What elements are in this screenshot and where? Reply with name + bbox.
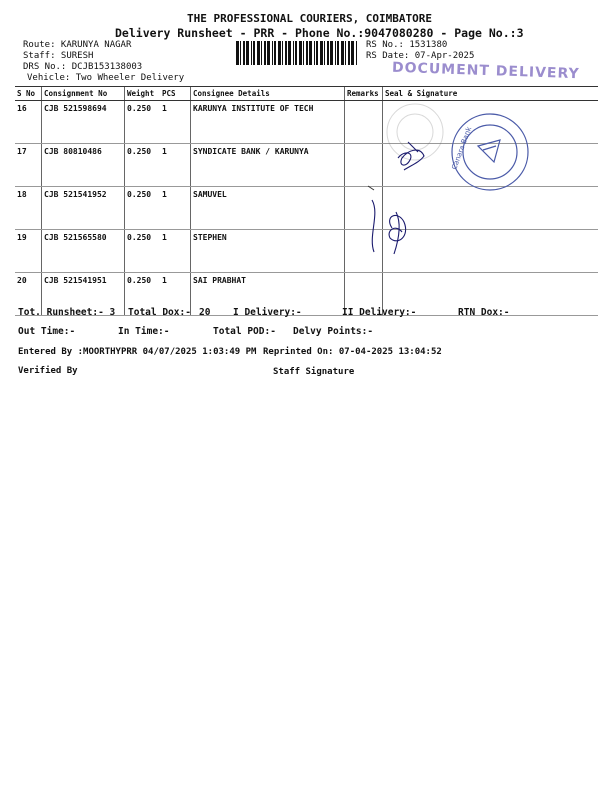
cell-consignee: SYNDICATE BANK / KARUNYA [191, 144, 345, 187]
barcode-bar [293, 41, 294, 65]
rs-date-label: RS Date: 07-Apr-2025 [366, 51, 475, 61]
total-pod: Total POD:- [213, 326, 276, 337]
cell-seal [383, 187, 599, 230]
barcode-bar [341, 41, 344, 65]
document-delivery-stamp: DOCUMENT DELIVERY [391, 59, 580, 83]
barcode-bar [282, 41, 283, 65]
total-dox-value: 20 [199, 307, 211, 318]
barcode-bar [316, 41, 318, 65]
vehicle-label: Vehicle: Two Wheeler Delivery [27, 73, 185, 83]
cell-pcs: 1 [160, 144, 191, 187]
drs-label: DRS No.: DCJB153138003 [23, 62, 143, 72]
staff-label: Staff: SURESH [23, 51, 94, 61]
cell-pcs: 1 [160, 101, 191, 144]
in-time: In Time:- [118, 326, 170, 337]
cell-consignee: SAI PRABHAT [191, 273, 345, 316]
barcode-bar [295, 41, 297, 65]
table-row [15, 230, 598, 273]
barcode-bar [267, 41, 270, 65]
cell-seal [383, 144, 599, 187]
rtn-dox: RTN Dox:- [458, 307, 510, 318]
table-row [15, 144, 598, 187]
rs-no-label: RS No.: 1531380 [366, 40, 448, 50]
cell-weight: 0.250 [125, 187, 161, 230]
barcode-bar [327, 41, 329, 65]
verified-by: Verified By [18, 366, 78, 376]
table-header-row [15, 87, 598, 101]
barcode-bar [309, 41, 312, 65]
barcode-bar [257, 41, 260, 65]
company-title: THE PROFESSIONAL COURIERS, COIMBATORE [187, 12, 433, 25]
cell-sno: 16 [15, 101, 42, 144]
cell-consignment: CJB 521565580 [42, 230, 125, 273]
col-pcs: PCS [160, 87, 191, 101]
cell-weight: 0.250 [125, 101, 161, 144]
barcode-bar [351, 41, 354, 65]
col-consignee: Consignee Details [191, 87, 345, 101]
barcode-bar [330, 41, 333, 65]
col-consignment: Consignment No [42, 87, 125, 101]
cell-seal [383, 230, 599, 273]
col-weight: Weight [125, 87, 161, 101]
route-label: Route: KARUNYA NAGAR [23, 40, 132, 50]
ii-delivery: II Delivery:- [342, 307, 417, 318]
cell-remarks [345, 144, 383, 187]
cell-pcs: 1 [160, 230, 191, 273]
cell-weight: 0.250 [125, 144, 161, 187]
barcode-bar [251, 41, 252, 65]
barcode-bar [236, 41, 239, 65]
barcode-bar [274, 41, 276, 65]
barcode-bar [278, 41, 281, 65]
staff-signature: Staff Signature [273, 367, 355, 377]
cell-consignment: CJB 521541952 [42, 187, 125, 230]
col-seal-signature: Seal & Signature [383, 87, 599, 101]
table-row [15, 187, 598, 230]
tot-runsheet: Tot. Runsheet:- 3 [18, 307, 116, 318]
barcode-bar [348, 41, 350, 65]
cell-seal [383, 101, 599, 144]
col-sno: S No [15, 87, 42, 101]
barcode-bar [253, 41, 255, 65]
barcode-bar [261, 41, 262, 65]
barcode-bar [335, 41, 336, 65]
barcode-bar [240, 41, 241, 65]
cell-consignee: STEPHEN [191, 230, 345, 273]
cell-sno: 18 [15, 187, 42, 230]
barcode-bar [345, 41, 346, 65]
barcode-bar [299, 41, 302, 65]
out-time: Out Time:- [18, 326, 76, 337]
cell-weight: 0.250 [125, 273, 161, 316]
barcode-bar [314, 41, 315, 65]
barcode-bar [337, 41, 339, 65]
col-remarks: Remarks [345, 87, 383, 101]
cell-consignment: CJB 80810486 [42, 144, 125, 187]
barcode-bar [306, 41, 308, 65]
barcode-bar [285, 41, 287, 65]
cell-consignment: CJB 521598694 [42, 101, 125, 144]
barcode-bar [272, 41, 273, 65]
delvy-points: Delvy Points:- [293, 326, 374, 337]
cell-remarks [345, 187, 383, 230]
barcode-bar [246, 41, 249, 65]
barcode-bar [356, 41, 357, 65]
barcode-bar [264, 41, 266, 65]
runsheet-subtitle: Delivery Runsheet - PRR - Phone No.:9047080280 - Page No.:3 [115, 26, 524, 40]
entered-by: Entered By :MOORTHYPRR 04/07/2025 1:03:49 PM [18, 347, 257, 357]
cell-remarks [345, 101, 383, 144]
barcode-bar [288, 41, 291, 65]
i-delivery: I Delivery:- [233, 307, 302, 318]
cell-consignment: CJB 521541951 [42, 273, 125, 316]
barcode-bar [243, 41, 245, 65]
total-dox-label: Total Dox:- [128, 307, 191, 318]
cell-consignee: KARUNYA INSTITUTE OF TECH [191, 101, 345, 144]
cell-sno: 19 [15, 230, 42, 273]
bank-seal-text: Canara Bank [450, 125, 474, 171]
barcode-bar [303, 41, 304, 65]
cell-remarks [345, 230, 383, 273]
barcode-bar [320, 41, 323, 65]
cell-sno: 20 [15, 273, 42, 316]
cell-consignee: SAMUVEL [191, 187, 345, 230]
cell-sno: 17 [15, 144, 42, 187]
runsheet-table [15, 86, 598, 316]
cell-pcs: 1 [160, 273, 191, 316]
reprinted-on: Reprinted On: 07-04-2025 13:04:52 [263, 347, 442, 357]
barcode-bar [324, 41, 325, 65]
table-row [15, 101, 598, 144]
cell-pcs: 1 [160, 187, 191, 230]
cell-weight: 0.250 [125, 230, 161, 273]
